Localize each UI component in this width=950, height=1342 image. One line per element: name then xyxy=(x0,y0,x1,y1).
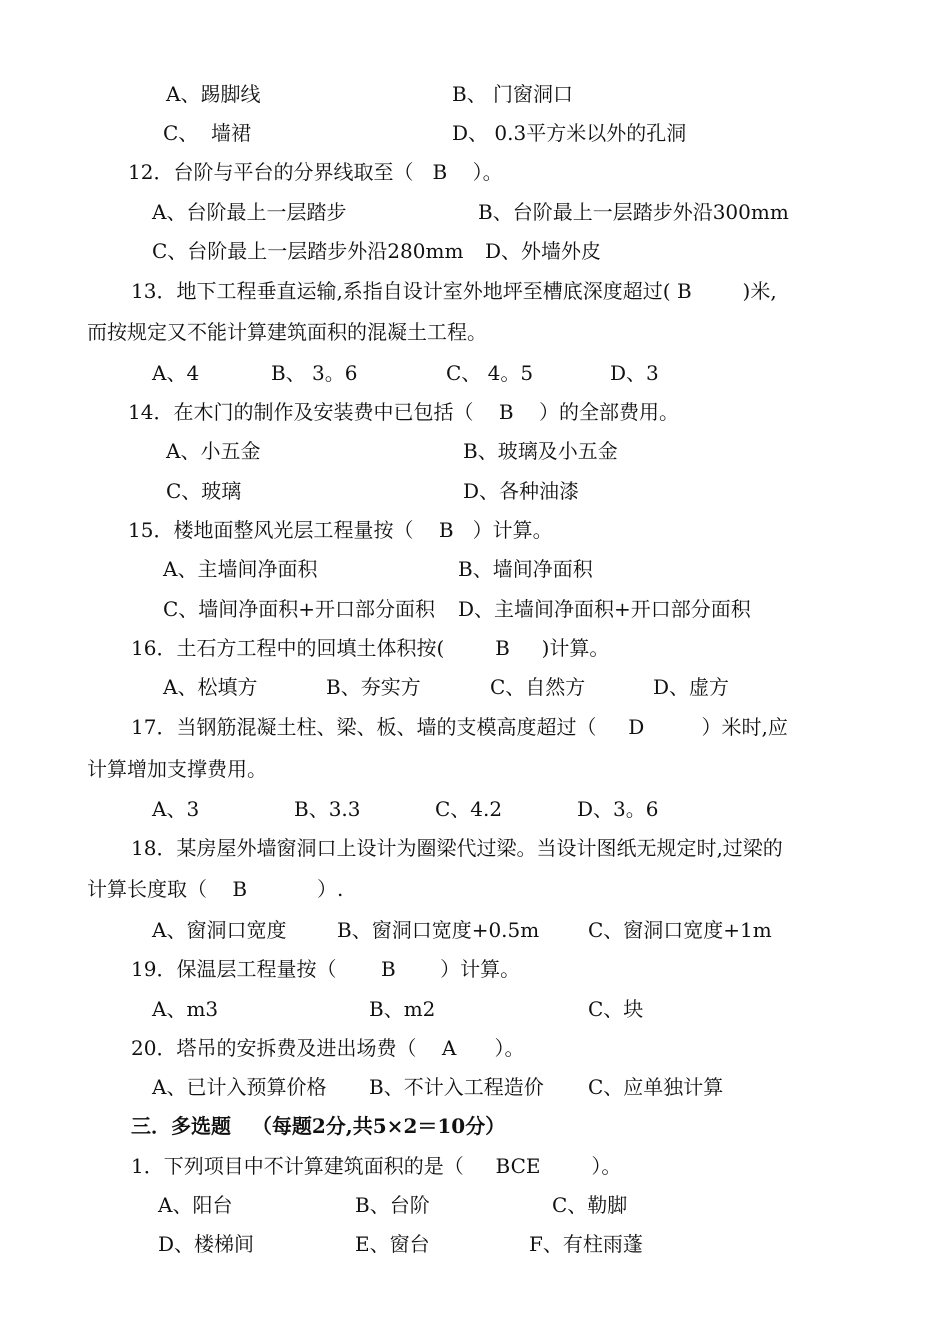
q16-option-d: D、虚方 xyxy=(653,675,730,699)
q12-question: 12．台阶与平台的分界线取至（ B ）。 xyxy=(128,160,503,184)
q19-question: 19．保温层工程量按（ B ）计算。 xyxy=(131,957,521,981)
q11-option-c: C、 墙裙 xyxy=(163,121,252,145)
q16-option-a: A、松填方 xyxy=(163,675,258,699)
mc1-question: 1．下列项目中不计算建筑面积的是（ BCE ）。 xyxy=(131,1154,622,1178)
q13-question-line1: 13．地下工程垂直运输,系指自设计室外地坪至槽底深度超过( B )米, xyxy=(131,279,777,303)
q11-option-a: A、踢脚线 xyxy=(166,82,261,106)
q19-option-c: C、块 xyxy=(588,997,644,1021)
q16-option-c: C、自然方 xyxy=(490,675,586,699)
q13-option-a: A、4 xyxy=(152,361,200,385)
section-multiple-choice-heading: 三．多选题 （每题2分,共5×2＝10分） xyxy=(131,1114,506,1138)
mc1-option-f: F、有柱雨蓬 xyxy=(529,1232,643,1256)
mc1-option-c: C、勒脚 xyxy=(552,1193,628,1217)
q13-option-c: C、 4。5 xyxy=(446,361,534,385)
q20-option-a: A、已计入预算价格 xyxy=(152,1075,327,1099)
q18-option-a: A、窗洞口宽度 xyxy=(152,918,287,942)
q15-option-d: D、主墙间净面积+开口部分面积 xyxy=(458,597,751,621)
q20-option-c: C、应单独计算 xyxy=(588,1075,724,1099)
q12-option-a: A、台阶最上一层踏步 xyxy=(152,200,347,224)
q19-option-b: B、m2 xyxy=(369,997,436,1021)
q13-option-d: D、3 xyxy=(610,361,659,385)
q11-option-b: B、 门窗洞口 xyxy=(452,82,574,106)
q17-option-a: A、3 xyxy=(152,797,200,821)
q12-option-b: B、台阶最上一层踏步外沿300mm xyxy=(478,200,789,224)
q15-option-a: A、主墙间净面积 xyxy=(163,557,318,581)
q18-option-b: B、窗洞口宽度+0.5m xyxy=(337,918,540,942)
q15-option-b: B、墙间净面积 xyxy=(458,557,593,581)
q19-option-a: A、m3 xyxy=(152,997,219,1021)
q14-option-d: D、各种油漆 xyxy=(463,479,580,503)
q18-option-c: C、窗洞口宽度+1m xyxy=(588,918,772,942)
q17-option-b: B、3.3 xyxy=(294,797,361,821)
q12-option-c: C、台阶最上一层踏步外沿280mm xyxy=(152,239,464,263)
q18-question-line2: 计算长度取（ B ）. xyxy=(87,877,344,901)
mc1-option-e: E、窗台 xyxy=(355,1232,430,1256)
mc1-option-b: B、台阶 xyxy=(355,1193,430,1217)
q14-option-c: C、玻璃 xyxy=(166,479,242,503)
q14-question: 14．在木门的制作及安装费中已包括（ B ）的全部费用。 xyxy=(128,400,680,424)
q15-option-c: C、墙间净面积+开口部分面积 xyxy=(163,597,436,621)
q15-question: 15．楼地面整风光层工程量按（ B ）计算。 xyxy=(128,518,553,542)
q14-option-b: B、玻璃及小五金 xyxy=(463,439,618,463)
q16-option-b: B、夯实方 xyxy=(326,675,421,699)
q13-question-line2: 而按规定又不能计算建筑面积的混凝土工程。 xyxy=(87,320,487,344)
q14-option-a: A、小五金 xyxy=(166,439,261,463)
q18-question-line1: 18．某房屋外墙窗洞口上设计为圈梁代过梁。当设计图纸无规定时,过梁的 xyxy=(131,836,783,860)
q17-option-c: C、4.2 xyxy=(435,797,503,821)
q17-option-d: D、3。6 xyxy=(577,797,659,821)
q17-question-line1: 17．当钢筋混凝土柱、梁、板、墙的支模高度超过（ D ）米时,应 xyxy=(131,715,788,739)
q20-question: 20．塔吊的安拆费及进出场费（ A ）。 xyxy=(131,1036,525,1060)
q13-option-b: B、 3。6 xyxy=(271,361,358,385)
q16-question: 16．土石方工程中的回填土体积按( B )计算。 xyxy=(131,636,610,660)
mc1-option-a: A、阳台 xyxy=(158,1193,233,1217)
mc1-option-d: D、楼梯间 xyxy=(158,1232,255,1256)
q11-option-d: D、 0.3平方米以外的孔洞 xyxy=(452,121,687,145)
q20-option-b: B、不计入工程造价 xyxy=(369,1075,544,1099)
q17-question-line2: 计算增加支撑费用。 xyxy=(87,757,267,781)
q12-option-d: D、外墙外皮 xyxy=(485,239,602,263)
